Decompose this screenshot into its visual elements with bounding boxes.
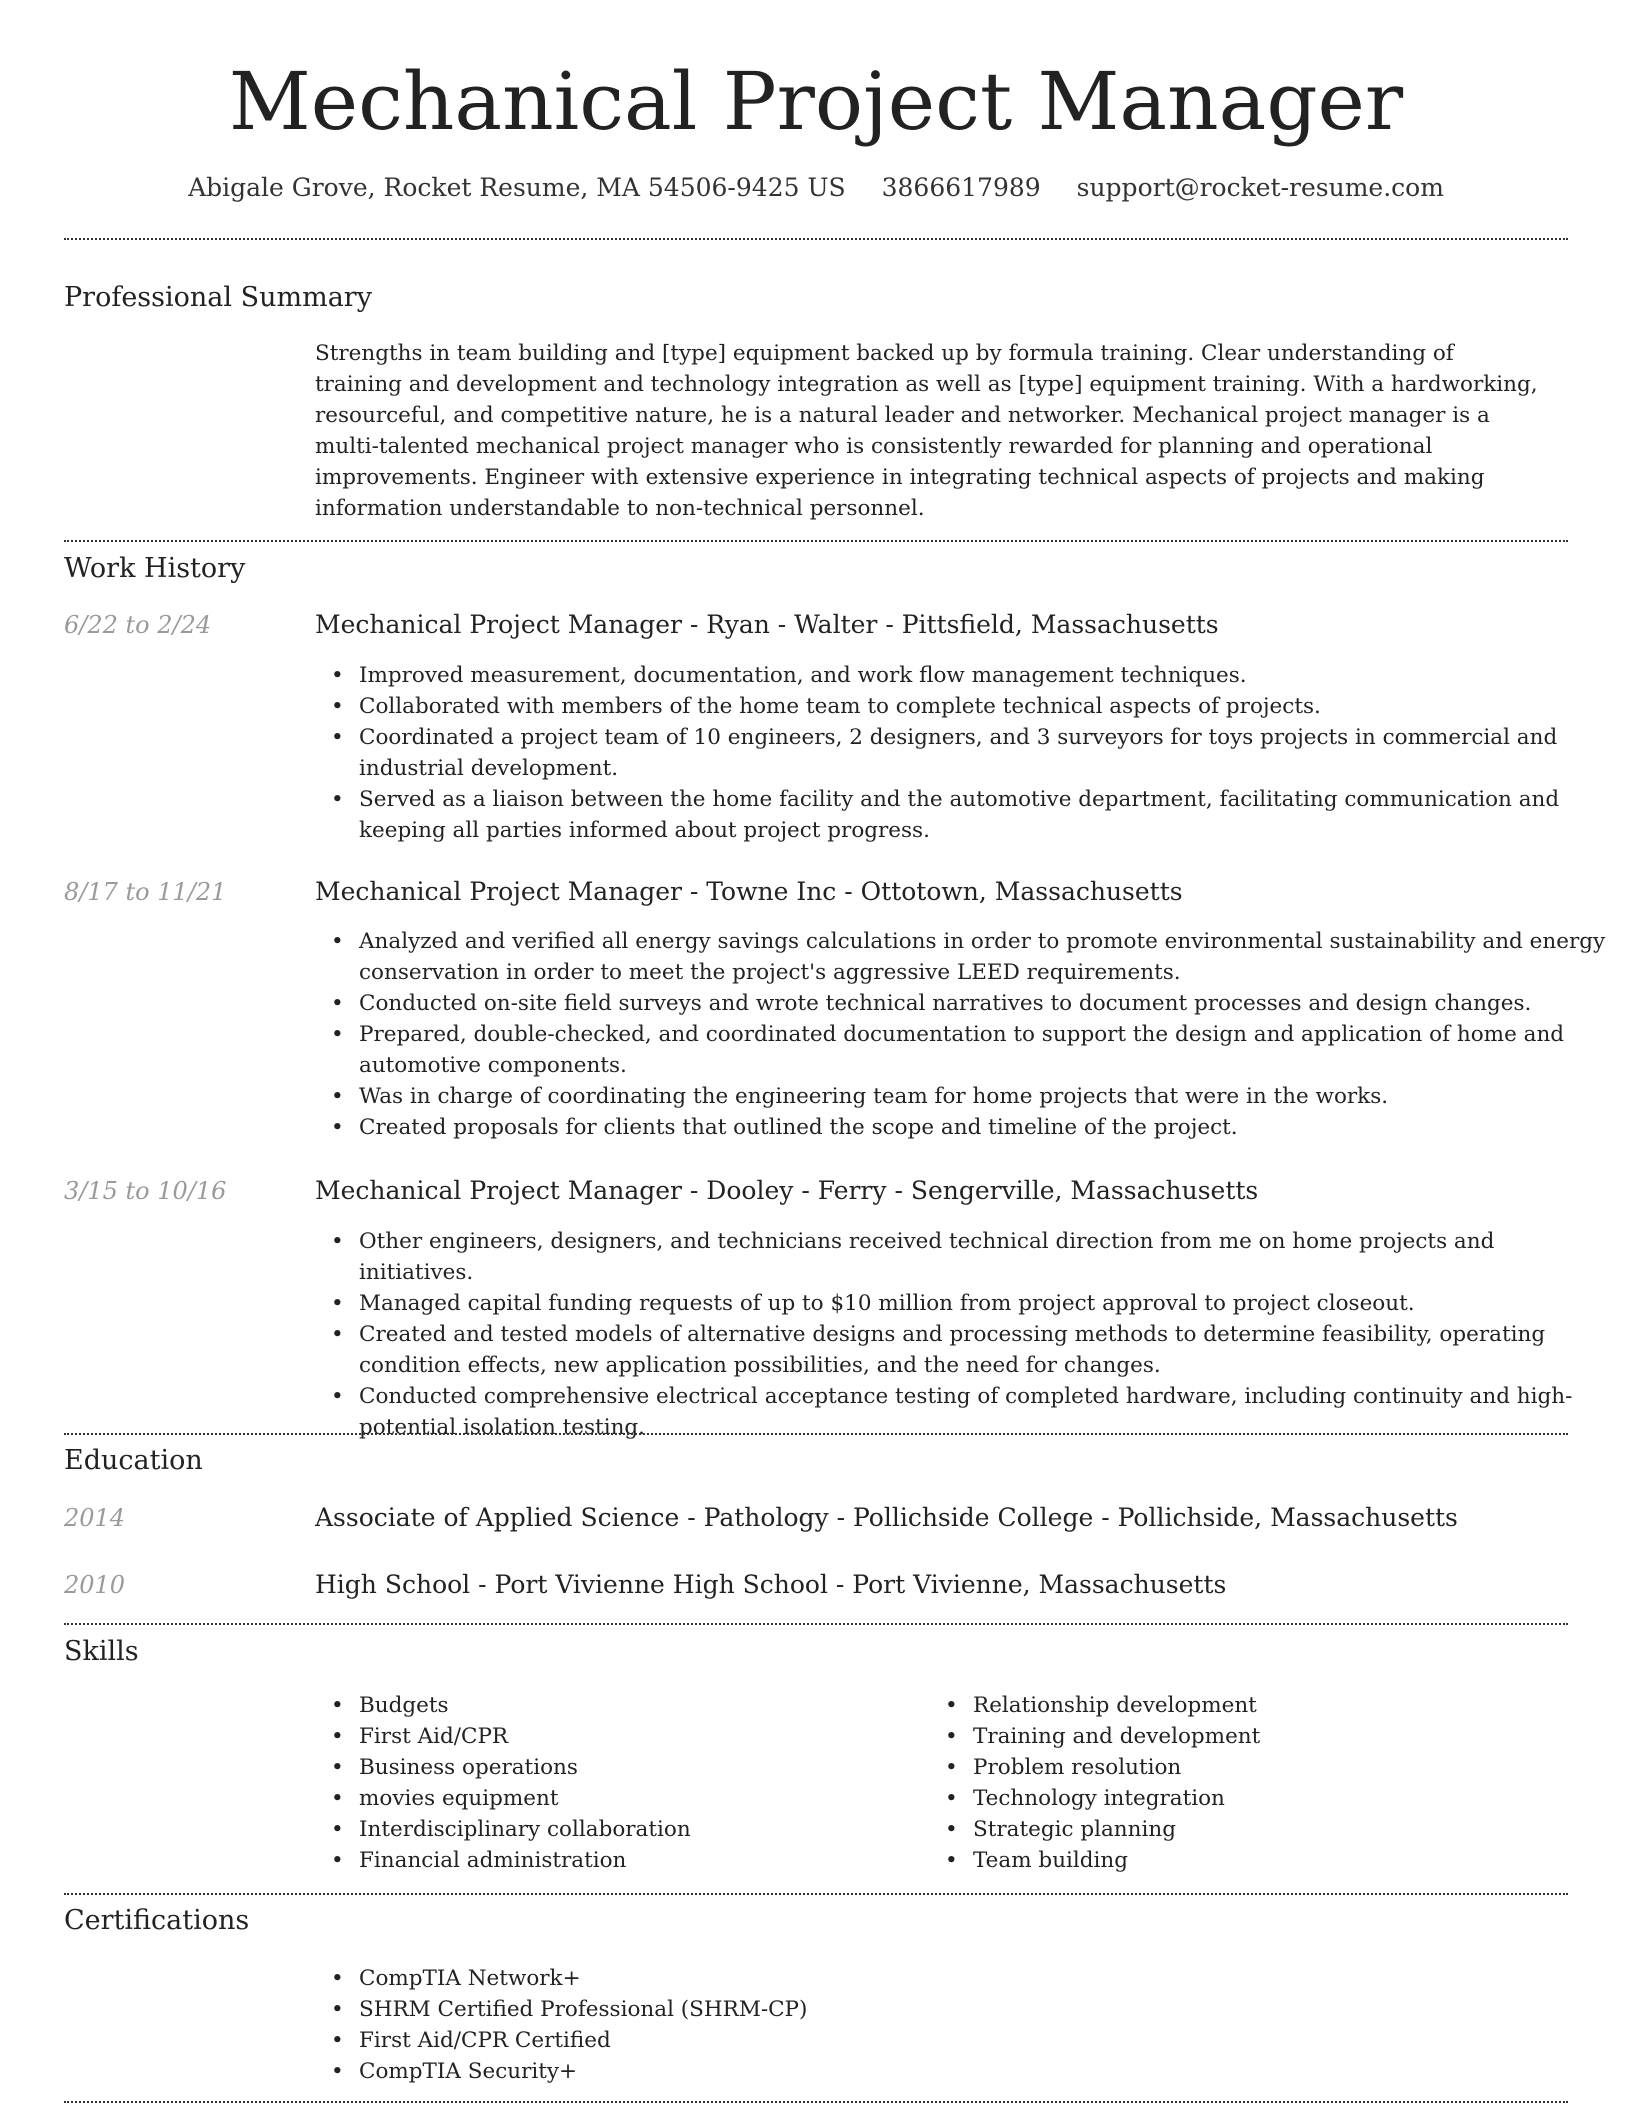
list-item: • Created and tested models of alternative designs and processing methods to determine feasibility, operating condition effects, new application possibilities, and the need for changes. [359, 1319, 1609, 1381]
list-item: • Collaborated with members of the home team to complete technical aspects of projects. [359, 691, 1609, 722]
contact-email: support@rocket-resume.com [1076, 173, 1444, 202]
section-title-skills: Skills [64, 1636, 139, 1667]
education-entry: Associate of Applied Science - Pathology - Pollichside College - Pollichside, Massachusetts [315, 1503, 1458, 1532]
section-title-education: Education [64, 1445, 203, 1476]
divider [64, 1893, 1568, 1895]
list-item: • CompTIA Network+ [359, 1963, 1609, 1994]
list-item: • Served as a liaison between the home facility and the automotive department, facilitating communication and keeping all parties informed about project progress. [359, 784, 1609, 846]
contact-line [0, 170, 1632, 206]
certifications-list [315, 1963, 1609, 2087]
job-bullets [315, 926, 1609, 1143]
job-bullets [315, 1226, 1609, 1443]
list-item: • Prepared, double-checked, and coordinated documentation to support the design and application of home and automotive components. [359, 1019, 1609, 1081]
divider [64, 540, 1568, 542]
list-item: • Problem resolution [973, 1752, 1533, 1783]
job-dates: 3/15 to 10/16 [64, 1177, 227, 1205]
job-dates: 8/17 to 11/21 [64, 878, 227, 906]
list-item: • Strategic planning [973, 1814, 1533, 1845]
education-entry: High School - Port Vivienne High School - Port Vivienne, Massachusetts [315, 1570, 1227, 1599]
list-item: • movies equipment [359, 1783, 919, 1814]
contact-phone: 3866617989 [881, 173, 1041, 202]
section-title-work-history: Work History [64, 553, 246, 584]
list-item: • Relationship development [973, 1690, 1533, 1721]
skills-list-right [929, 1690, 1533, 1876]
list-item: • Conducted on-site field surveys and wrote technical narratives to document processes and design changes. [359, 988, 1609, 1019]
list-item: • Was in charge of coordinating the engineering team for home projects that were in the works. [359, 1081, 1609, 1112]
list-item: • Created proposals for clients that outlined the scope and timeline of the project. [359, 1112, 1609, 1143]
list-item: • Interdisciplinary collaboration [359, 1814, 919, 1845]
list-item: • Business operations [359, 1752, 919, 1783]
list-item: • Technology integration [973, 1783, 1533, 1814]
contact-address: Abigale Grove, Rocket Resume, MA 54506-9425 US [188, 173, 846, 202]
list-item: • Team building [973, 1845, 1533, 1876]
list-item: • CompTIA Security+ [359, 2056, 1609, 2087]
divider [64, 1433, 1568, 1435]
summary-text: Strengths in team building and [type] equipment backed up by formula training. Clear understanding of training and development and technology integration as well as [type] equipment training. With a hardworking, resourceful, and competitive nature, he is a natural leader and networker. Mechanical project manager is a multi-talented mechanical project manager who is consistently rewarded for planning and operational improvements. Engineer with extensive experience in integrating technical aspects of projects and making information understandable to non-technical personnel. [315, 341, 1538, 521]
job-title: Mechanical Project Manager - Towne Inc - Ottotown, Massachusetts [315, 877, 1183, 906]
list-item: • First Aid/CPR [359, 1721, 919, 1752]
list-item: • Other engineers, designers, and technicians received technical direction from me on home projects and initiatives. [359, 1226, 1609, 1288]
job-bullets [315, 660, 1609, 846]
education-year: 2014 [64, 1504, 126, 1532]
list-item: • Financial administration [359, 1845, 919, 1876]
list-item: • Training and development [973, 1721, 1533, 1752]
job-dates: 6/22 to 2/24 [64, 611, 212, 639]
job-title: Mechanical Project Manager - Dooley - Ferry - Sengerville, Massachusetts [315, 1176, 1259, 1205]
list-item: • Conducted comprehensive electrical acceptance testing of completed hardware, including continuity and high-potential isolation testing. [359, 1381, 1609, 1443]
list-item: • Managed capital funding requests of up to $10 million from project approval to project closeout. [359, 1288, 1609, 1319]
list-item: • Analyzed and verified all energy savings calculations in order to promote environmental sustainability and energy conservation in order to meet the project's aggressive LEED requirements. [359, 926, 1609, 988]
divider [64, 1623, 1568, 1625]
list-item: • First Aid/CPR Certified [359, 2025, 1609, 2056]
list-item: • Improved measurement, documentation, and work flow management techniques. [359, 660, 1609, 691]
divider [64, 238, 1568, 240]
list-item: • Budgets [359, 1690, 919, 1721]
skills-list-left [315, 1690, 919, 1876]
resume-title: Mechanical Project Manager [228, 55, 1404, 148]
section-title-certifications: Certifications [64, 1905, 250, 1936]
list-item: • Coordinated a project team of 10 engineers, 2 designers, and 3 surveyors for toys projects in commercial and industrial development. [359, 722, 1609, 784]
education-year: 2010 [64, 1571, 126, 1599]
divider [64, 2101, 1568, 2103]
job-title: Mechanical Project Manager - Ryan - Walter - Pittsfield, Massachusetts [315, 610, 1219, 639]
list-item: • SHRM Certified Professional (SHRM-CP) [359, 1994, 1609, 2025]
section-title-summary: Professional Summary [64, 282, 372, 313]
